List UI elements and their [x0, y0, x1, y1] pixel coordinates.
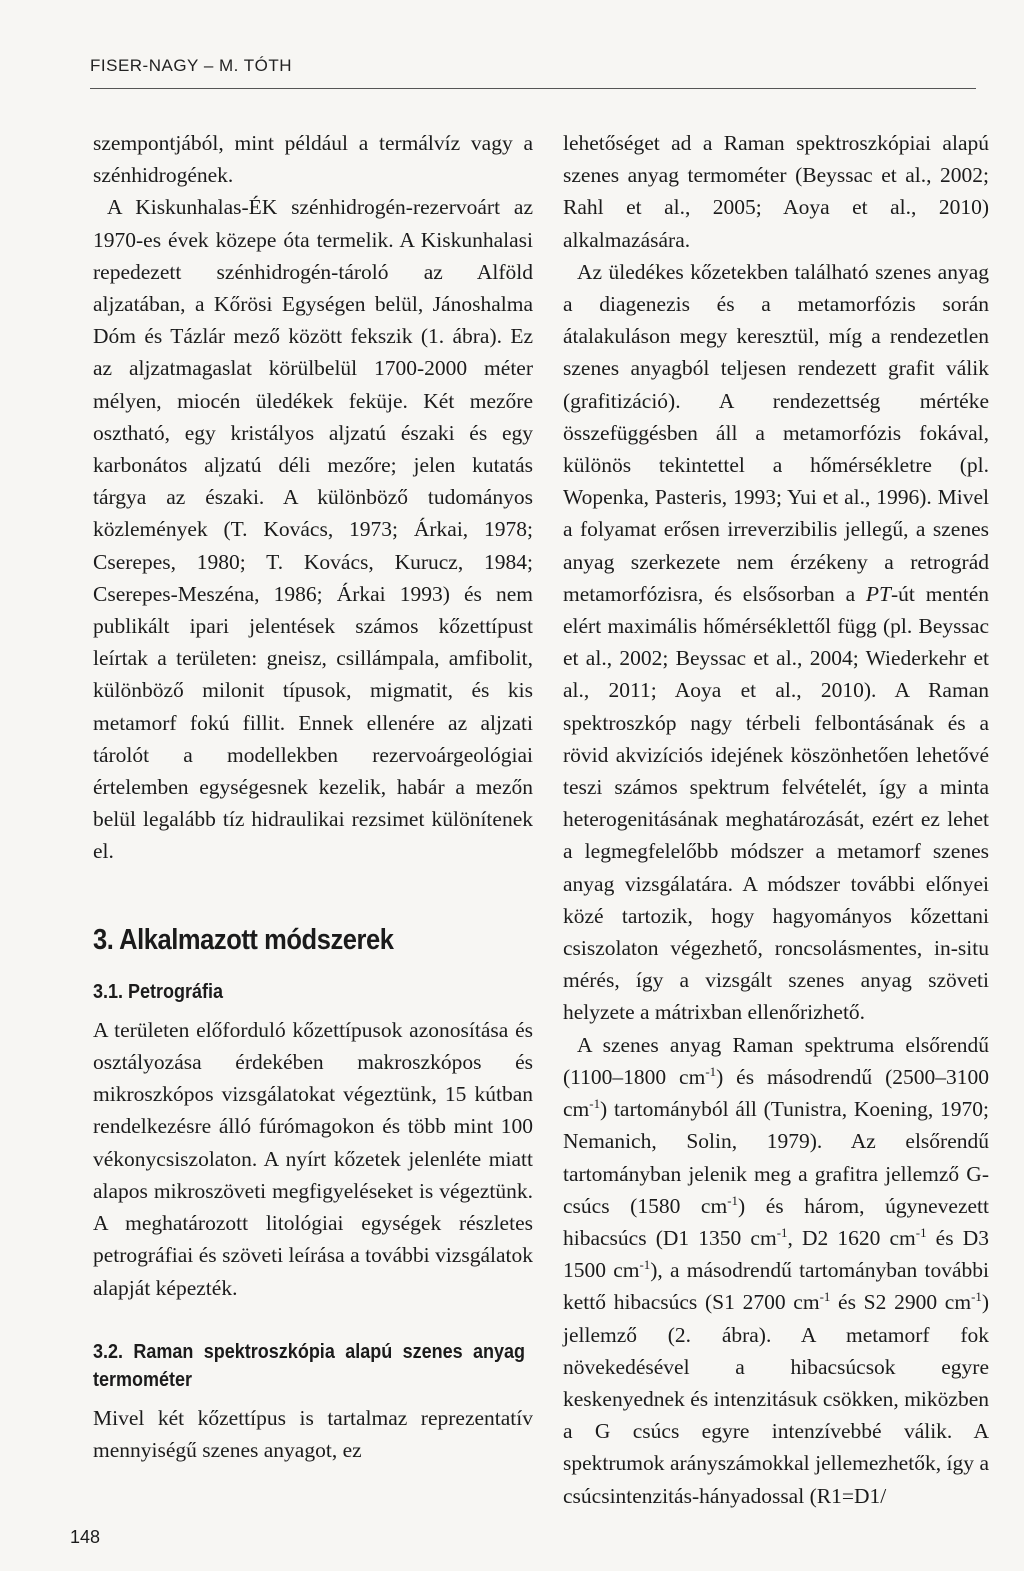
paragraph-intro: szempontjából, mint például a termálvíz vagy a szénhidrogének. [93, 131, 533, 188]
section-heading: 3. Alkalmazott módszerek [93, 923, 394, 956]
superscript: -1 [915, 1225, 927, 1240]
text-run: és S2 2900 cm [830, 1290, 972, 1315]
right-column [563, 127, 989, 1512]
text-run: , D2 1620 cm [787, 1225, 916, 1250]
superscript: -1 [639, 1257, 651, 1272]
subsection-heading-raman: 3.2. Raman spektroszkópia alapú szenes anyag termométer [93, 1340, 525, 1391]
running-head: FISER-NAGY – M. TÓTH [90, 56, 293, 75]
text-run: ) tartományból áll (Tunistra, Koening, 1970; Nemanich, Solin, 1979). Az elsőrendű tartományban jelenik meg a grafitra jellemző G-csúcs (1580 cm [563, 1097, 989, 1218]
page-number: 148 [70, 1527, 101, 1547]
superscript: -1 [705, 1064, 717, 1079]
pt-italic: PT [865, 581, 892, 606]
superscript: -1 [776, 1225, 788, 1240]
paragraph-raman-spectrum [563, 1029, 989, 1512]
superscript: -1 [819, 1290, 831, 1305]
text-run: ), a másodrendű tartományban további kettő hibacsúcs (S1 2700 cm [563, 1258, 989, 1315]
paragraph-continuation: lehetőséget ad a Raman spektroszkópiai alapú szenes anyag termométer (Beyssac et al., 2002; Rahl et al., 2005; Aoya et al., 2010) alkalmazására. [563, 131, 989, 252]
text-run: ) és három, úgynevezett hibacsúcs (D1 1350 cm [563, 1193, 989, 1250]
subsection-heading-petrografia: 3.1. Petrográfia [93, 980, 224, 1003]
paragraph-raman-start: Mivel két kőzettípus is tartalmaz reprezentatív mennyiségű szenes anyagot, ez [93, 1405, 533, 1462]
text-run: A szenes anyag Raman spektruma elsőrendű (1100–1800 cm [563, 1032, 989, 1089]
text-run: Az üledékes kőzetekben található szenes anyag a diagenezis és a metamorfózis során átalakuláson megy keresztül, míg a rendezetlen szenes anyagból teljesen rendezett grafit válik (grafitizáció). A rendezettség mértéke összefüggésben áll a metamorfózis fokával, különös tekintettel a hőmérsékletre (pl. Wopenka, Pasteris, 1993; Yui et al., 1996). Mivel a folyamat erősen irreverzibilis jellegű, a szenes anyag szerkezete nem érzékeny a retrográd metamorfózisra, és elsősorban a [563, 259, 989, 606]
header-rule [90, 88, 976, 89]
text-run: ) jellemző (2. ábra). A metamorf fok növekedésével a hibacsúcsok egyre keskenyednek és intenzitásuk csökken, miközben a G csúcs egyre intenzívebbé válik. A spektrumok arányszámokkal jellemezhetők, így a csúcsintenzitás-hányadossal (R1=D1/ [563, 1290, 989, 1508]
paragraph-petrografia: A területen előforduló kőzettípusok azonosítása és osztályozása érdekében makroszkópos és mikroszkópos vizsgálatokat végeztünk, 15 kútban rendelkezésre álló fúrómagokon és több mint 100 vékonycsiszolaton. A nyírt kőzetek jelenléte miatt alapos mikroszöveti megfigyeléseket is végeztünk. A meghatározott litológiai egységek részletes petrográfiai és szöveti leírása a további vizsgálatok alapját képezték. [93, 1017, 533, 1300]
text-run: -út mentén elért maximális hőmérséklettől függ (pl. Beyssac et al., 2002; Beyssac et al., 2004; Wiederkehr et al., 2011; Aoya et al., 2010). A Raman spektroszkóp nagy térbeli felbontásának és a rövid akvizíciós idejének köszönhetően lehetővé teszi számos spektrum felvételét, így a minta heterogenitásának meghatározását, ezért ez lehet a legmegfelelőbb módszer a metamorf szenes anyag vizsgálatára. A módszer további előnyei közé tartozik, hogy hagyományos kőzettani csiszolaton végezhető, roncsolásmentes, in-situ mérés, így a vizsgált szenes anyag szöveti helyzete a mátrixban ellenőrizhető. [563, 581, 989, 1025]
paragraph-kiskunhalas: A Kiskunhalas-ÉK szénhidrogén-rezervoárt az 1970-es évek közepe óta termelik. A Kiskunhalasi repedezett szénhidrogén-tároló az Alföld aljzatában, a Kőrösi Egységen belül, Jánoshalma Dóm és Tázlár mező között fekszik (1. ábra). Ez az aljzatmagaslat körülbelül 1700-2000 méter mélyen, miocén üledékek feküje. Két mezőre osztható, egy kristályos aljzatú északi és egy karbonátos aljzatú déli mezőre; jelen kutatás tárgya az északi. A különböző tudományos közlemények (T. Kovács, 1973; Árkai, 1978; Cserepes, 1980; T. Kovács, Kurucz, 1984; Cserepes-Meszéna, 1986; Árkai 1993) és nem publikált ipari jelentések számos kőzettípust leírtak a területen: gneisz, csillámpala, amfibolit, különböző milonit típusok, migmatit, és kis metamorf fokú fillit. Ennek ellenére az aljzati tárolót a modellekben rezervoárgeológiai értelemben egységesnek kezelik, habár a mezőn belül legalább tíz hidraulikai rezsimet különítenek el. [93, 195, 533, 864]
text-run: és D3 1500 cm [563, 1225, 989, 1283]
superscript: -1 [971, 1290, 982, 1305]
paragraph-grafitizacio [563, 256, 989, 1029]
superscript: -1 [727, 1193, 738, 1208]
text-run: ) és másodrendű (2500–3100 cm [563, 1064, 989, 1122]
left-column [93, 127, 533, 1466]
superscript: -1 [589, 1096, 601, 1111]
